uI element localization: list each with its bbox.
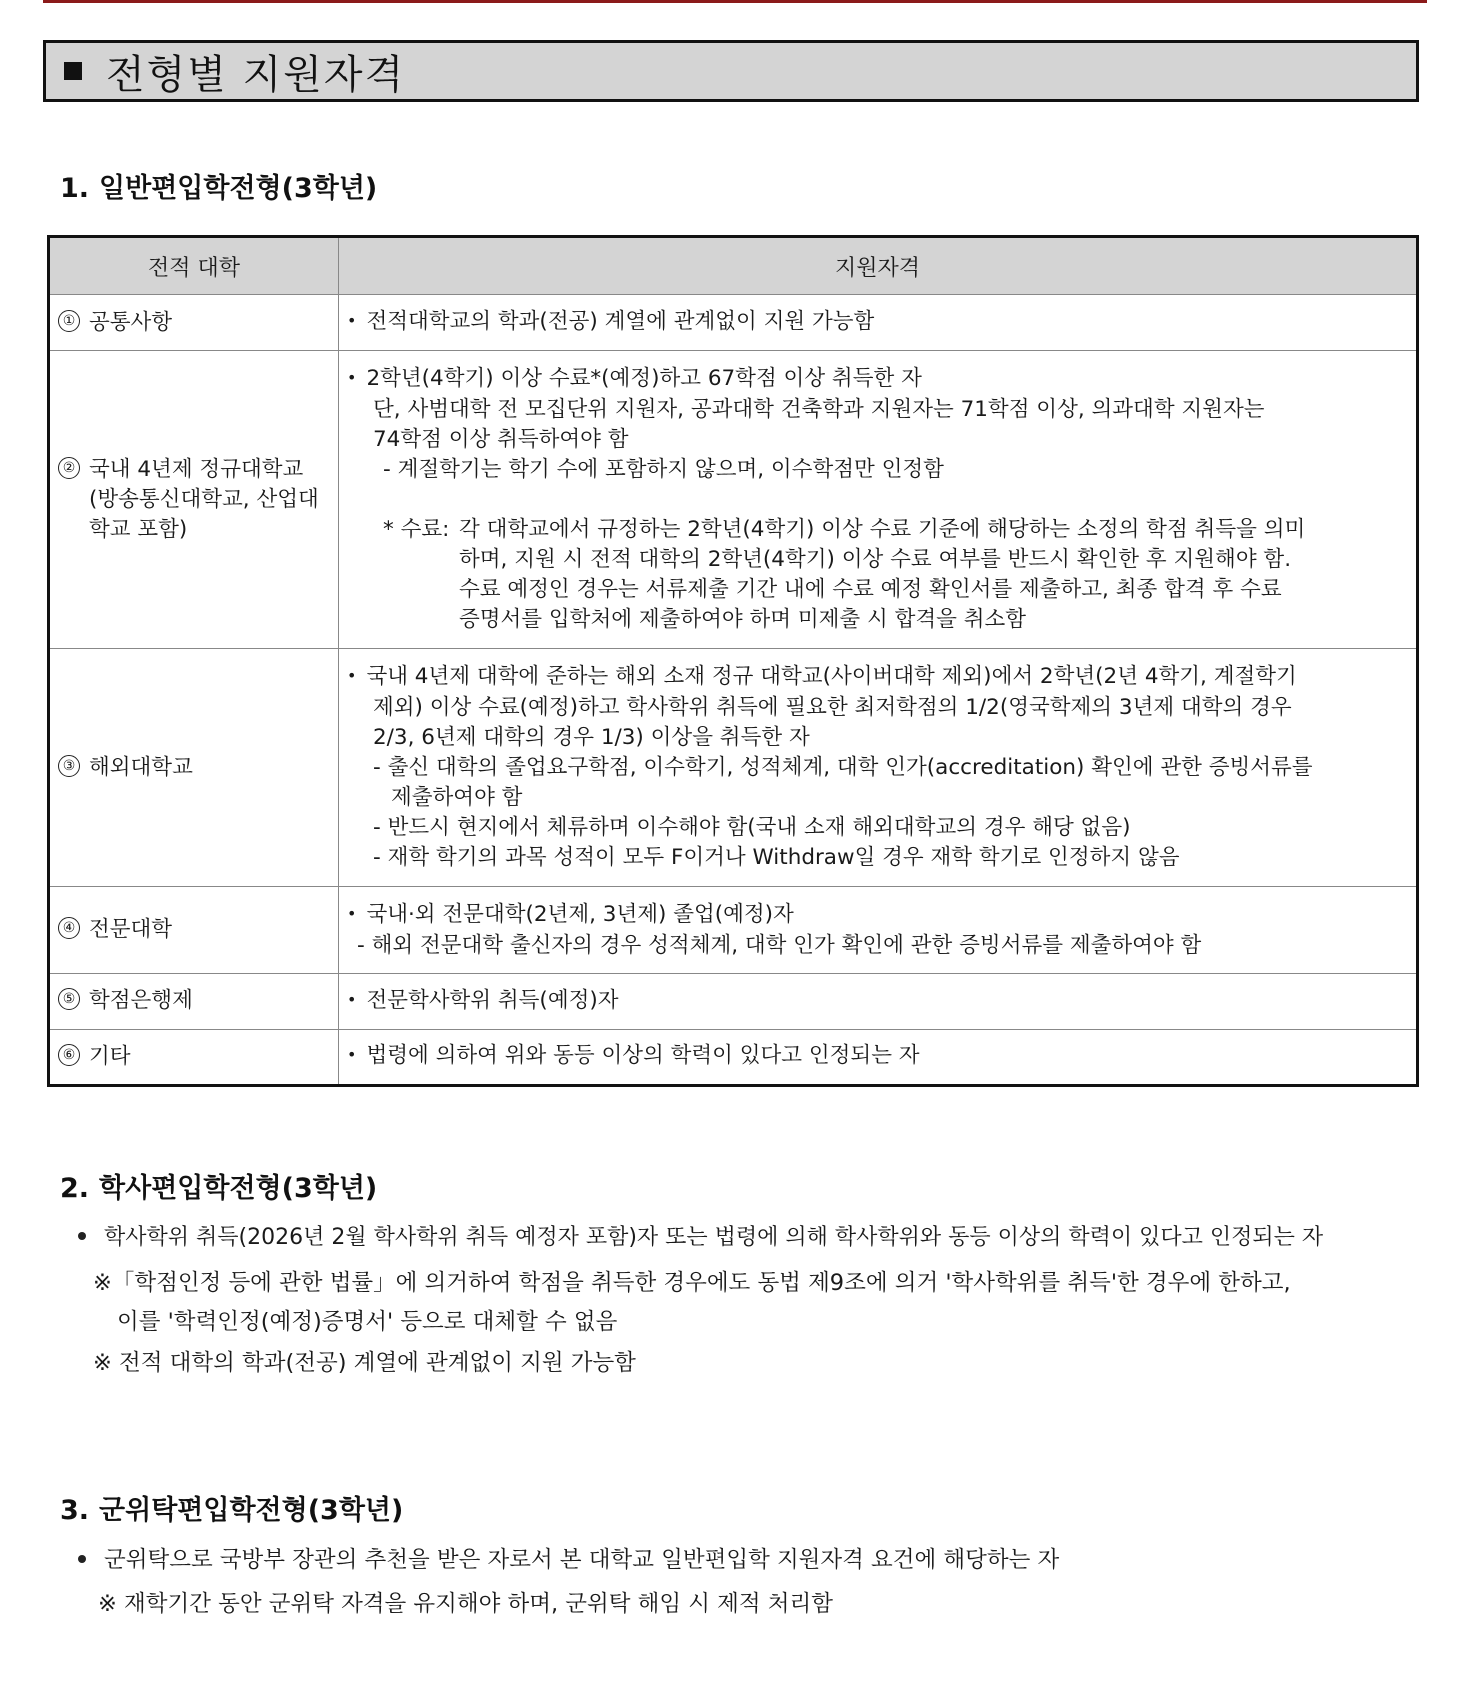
section-number: 1. [60, 173, 90, 204]
row-label: 기타 [89, 1043, 131, 1069]
bullet-icon: • [347, 368, 357, 388]
section-title: 일반편입학전형(3학년) [99, 173, 378, 204]
circled-number: ⑤ [58, 988, 80, 1010]
content-line: 2/3, 6년제 대학의 경우 1/3) 이상을 취득한 자 [373, 725, 810, 751]
row-label-cell [49, 973, 339, 1029]
section-2-bullet [78, 1220, 1323, 1251]
content-line: - 재학 학기의 과목 성적이 모두 F이거나 Withdraw일 경우 재학 학기로 인정하지 않음 [373, 845, 1180, 871]
content-line: 각 대학교에서 규정하는 2학년(4학기) 이상 수료 기준에 해당하는 소정의 학점 취득을 의미 [459, 517, 1306, 543]
content-line: 제출하여야 함 [391, 785, 523, 811]
content-line: - 반드시 현지에서 체류하며 이수해야 함(국내 소재 해외대학교의 경우 해당 없음) [373, 815, 1131, 841]
section-3-bullet [78, 1542, 1059, 1574]
row-label-cell [49, 887, 339, 973]
section-2-note: ※「학점인정 등에 관한 법률」에 의거하여 학점을 취득한 경우에도 동법 제9조에 의거 '학사학위를 취득'한 경우에 한하고, [93, 1270, 1291, 1296]
circled-number: ③ [58, 755, 80, 777]
content-line: 전적대학교의 학과(전공) 계열에 관계없이 지원 가능함 [366, 309, 875, 335]
section-2-heading [60, 1166, 377, 1205]
row-content-cell [339, 351, 1418, 649]
row-content-cell [339, 973, 1418, 1029]
row-content-cell [339, 648, 1418, 887]
row-label: (방송통신대학교, 산업대 [89, 486, 319, 512]
section-2-note: ※ 전적 대학의 학과(전공) 계열에 관계없이 지원 가능함 [93, 1350, 636, 1376]
table-row [49, 887, 1418, 973]
content-line: 74학점 이상 취득하여야 함 [373, 427, 629, 453]
content-line: 하며, 지원 시 전적 대학의 2학년(4학기) 이상 수료 여부를 반드시 확인한 후 지원해야 함. [459, 547, 1292, 573]
section-3-heading [60, 1488, 403, 1527]
table-row [49, 295, 1418, 351]
table-header-row [49, 237, 1418, 295]
section-title: 학사편입학전형(3학년) [99, 1173, 378, 1204]
bullet-icon: • [347, 989, 357, 1009]
header-eligibility: 지원자격 [339, 237, 1418, 295]
row-content-cell [339, 1029, 1418, 1085]
content-line: - 계절학기는 학기 수에 포함하지 않으며, 이수학점만 인정함 [383, 457, 944, 483]
circled-number: ⑥ [58, 1044, 80, 1066]
row-label: 학점은행제 [89, 988, 193, 1014]
table-row [49, 351, 1418, 649]
row-label-cell [49, 1029, 339, 1085]
content-line: 국내 4년제 대학에 준하는 해외 소재 정규 대학교(사이버대학 제외)에서 2학년(2년 4학기, 계절학기 [366, 664, 1297, 690]
table-row [49, 973, 1418, 1029]
content-line: 2학년(4학기) 이상 수료*(예정)하고 67학점 이상 취득한 자 [366, 366, 922, 392]
section-title: 군위탁편입학전형(3학년) [99, 1495, 404, 1526]
section-1-heading [60, 166, 377, 205]
bullet-icon: • [347, 666, 357, 686]
section-number: 2. [60, 1173, 90, 1204]
section-3-note: ※ 재학기간 동안 군위탁 자격을 유지해야 하며, 군위탁 해임 시 제적 처리함 [98, 1591, 833, 1617]
header-prev-university: 전적 대학 [49, 237, 339, 295]
row-content-cell [339, 887, 1418, 973]
bullet-text: 군위탁으로 국방부 장관의 추천을 받은 자로서 본 대학교 일반편입학 지원자격 요건에 해당하는 자 [104, 1547, 1060, 1573]
content-line: 국내·외 전문대학(2년제, 3년제) 졸업(예정)자 [366, 901, 794, 927]
content-line: 수료 예정인 경우는 서류제출 기간 내에 수료 예정 확인서를 제출하고, 최종 합격 후 수료 [459, 577, 1282, 603]
content-line: 증명서를 입학처에 제출하여야 하며 미제출 시 합격을 취소함 [459, 607, 1027, 633]
row-label: 국내 4년제 정규대학교 [89, 456, 304, 482]
content-line: 법령에 의하여 위와 동등 이상의 학력이 있다고 인정되는 자 [366, 1043, 920, 1069]
content-line: 전문학사학위 취득(예정)자 [366, 987, 619, 1013]
page-banner [43, 40, 1419, 102]
note-label: * 수료: [383, 517, 450, 543]
section-number: 3. [60, 1495, 90, 1526]
page-title: 전형별 지원자격 [106, 51, 406, 98]
square-bullet-icon [64, 62, 82, 80]
bullet-icon [78, 1555, 86, 1563]
row-label: 해외대학교 [89, 754, 193, 780]
circled-number: ② [58, 457, 80, 479]
row-label-cell [49, 295, 339, 351]
row-label-cell [49, 648, 339, 887]
circled-number: ④ [58, 917, 80, 939]
content-line: - 출신 대학의 졸업요구학점, 이수학기, 성적체계, 대학 인가(accreditation) 확인에 관한 증빙서류를 [373, 755, 1313, 781]
circled-number: ① [58, 310, 80, 332]
content-line: 제외) 이상 수료(예정)하고 학사학위 취득에 필요한 최저학점의 1/2(영국학제의 3년제 대학의 경우 [373, 695, 1292, 721]
content-line: 단, 사범대학 전 모집단위 지원자, 공과대학 건축학과 지원자는 71학점 이상, 의과대학 지원자는 [373, 397, 1265, 423]
row-label: 전문대학 [89, 917, 173, 943]
top-rule [43, 0, 1427, 3]
section-2-note: 이를 '학력인정(예정)증명서' 등으로 대체할 수 없음 [117, 1309, 618, 1335]
bullet-icon: • [347, 311, 357, 331]
table-row [49, 648, 1418, 887]
eligibility-table [47, 235, 1419, 1087]
row-label-cell [49, 351, 339, 649]
row-label: 학교 포함) [89, 516, 188, 542]
bullet-icon [78, 1232, 86, 1240]
content-line: - 해외 전문대학 출신자의 경우 성적체계, 대학 인가 확인에 관한 증빙서류를 제출하여야 함 [357, 932, 1202, 958]
bullet-text: 학사학위 취득(2026년 2월 학사학위 취득 예정자 포함)자 또는 법령에 의해 학사학위와 동등 이상의 학력이 있다고 인정되는 자 [104, 1225, 1324, 1250]
row-content-cell [339, 295, 1418, 351]
bullet-icon: • [347, 903, 357, 923]
row-label: 공통사항 [89, 309, 173, 335]
table-row [49, 1029, 1418, 1085]
bullet-icon: • [347, 1045, 357, 1065]
